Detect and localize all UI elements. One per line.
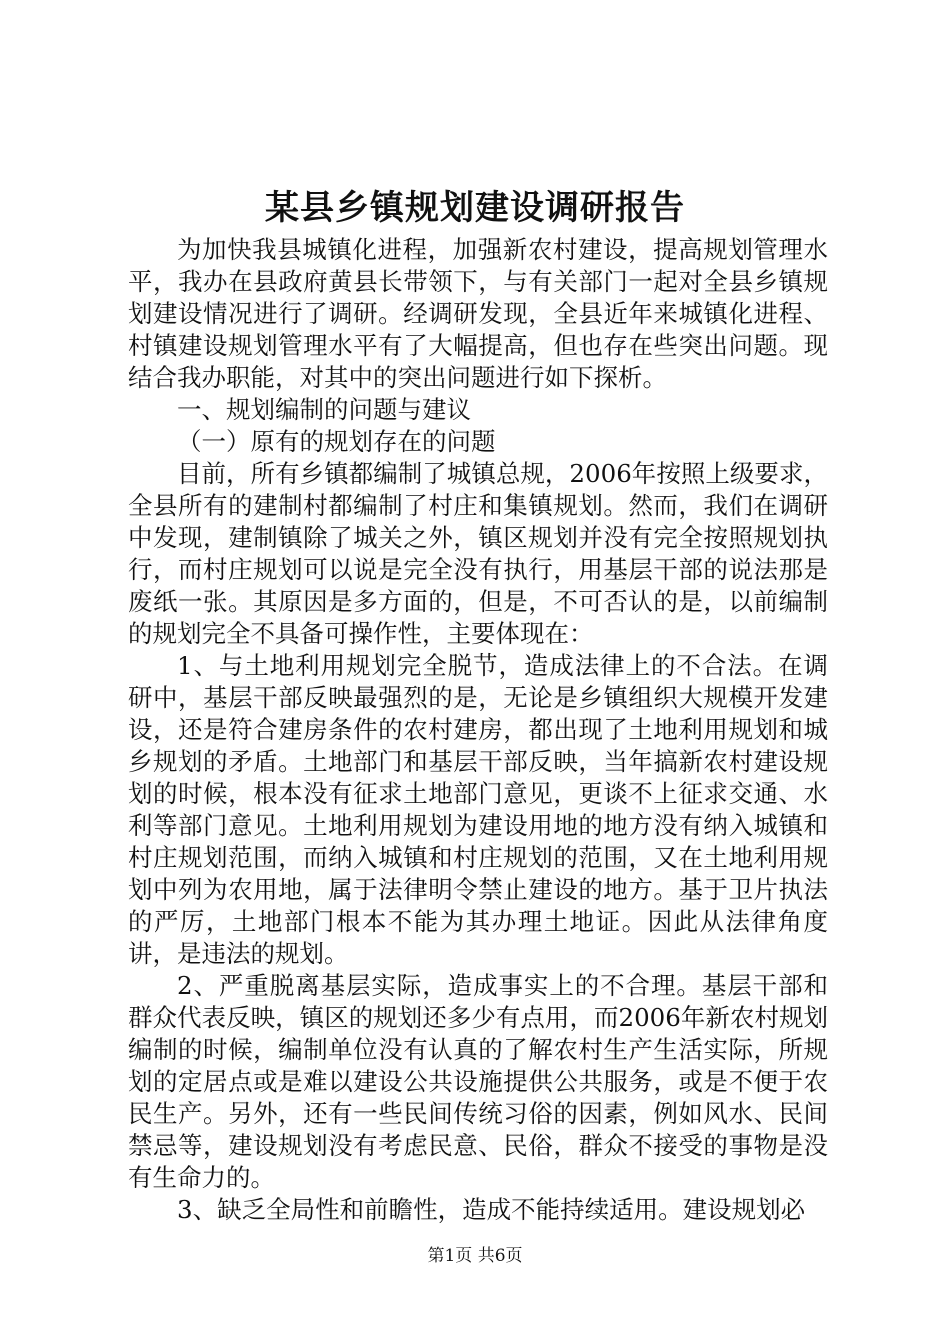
intro-paragraph: 为加快我县城镇化进程，加强新农村建设，提高规划管理水平，我办在县政府黄县长带领下，与有关部门一起对全县乡镇规划建设情况进行了调研。经调研发现，全县近年来城镇化进程、村镇建设规划管理水平有了大幅提高，但也存在些突出问题。现结合我办职能，对其中的突出问题进行如下探析。 — [128, 235, 828, 392]
subsection-heading-1: （一）原有的规划存在的问题 — [177, 427, 496, 456]
body-paragraph: 目前，所有乡镇都编制了城镇总规，2006年按照上级要求，全县所有的建制村都编制了村庄和集镇规划。然而，我们在调研中发现，建制镇除了城关之外，镇区规划并没有完全按照规划执行，而村庄规划可以说是完全没有执行，用基层干部的说法那是废纸一张。其原因是多方面的，但是，不可否认的是，以前编制的规划完全不具备可操作性，主要体现在： — [128, 459, 828, 648]
page-footer: 第1页 共6页 — [427, 1246, 523, 1266]
body-paragraph: 1、与土地利用规划完全脱节，造成法律上的不合法。在调研中，基层干部反映最强烈的是，无论是乡镇组织大规模开发建设，还是符合建房条件的农村建房，都出现了土地利用规划和城乡规划的矛盾。土地部门和基层干部反映，当年搞新农村建设规划的时候，根本没有征求土地部门意见，更谈不上征求交通、水利等部门意见。土地利用规划为建设用地的地方没有纳入城镇和村庄规划范围，而纳入城镇和村庄规划的范围，又在土地利用规划中列为农用地，属于法律明令禁止建设的地方。基于卫片执法的严厉，土地部门根本不能为其办理土地证。因此从法律角度讲，是违法的规划。 — [128, 651, 828, 968]
section-heading-1: 一、规划编制的问题与建议 — [177, 395, 471, 424]
document-title: 某县乡镇规划建设调研报告 — [265, 188, 685, 228]
body-paragraph: 3、缺乏全局性和前瞻性，造成不能持续适用。建设规划必 — [177, 1195, 806, 1224]
body-paragraph: 2、严重脱离基层实际，造成事实上的不合理。基层干部和群众代表反映，镇区的规划还多少有点用，而2006年新农村规划编制的时候，编制单位没有认真的了解农村生产生活实际，所规划的定居点或是难以建设公共设施提供公共服务，或是不便于农民生产。另外，还有一些民间传统习俗的因素，例如风水、民间禁忌等，建设规划没有考虑民意、民俗，群众不接受的事物是没有生命力的。 — [128, 971, 828, 1192]
document-body — [128, 234, 828, 1226]
